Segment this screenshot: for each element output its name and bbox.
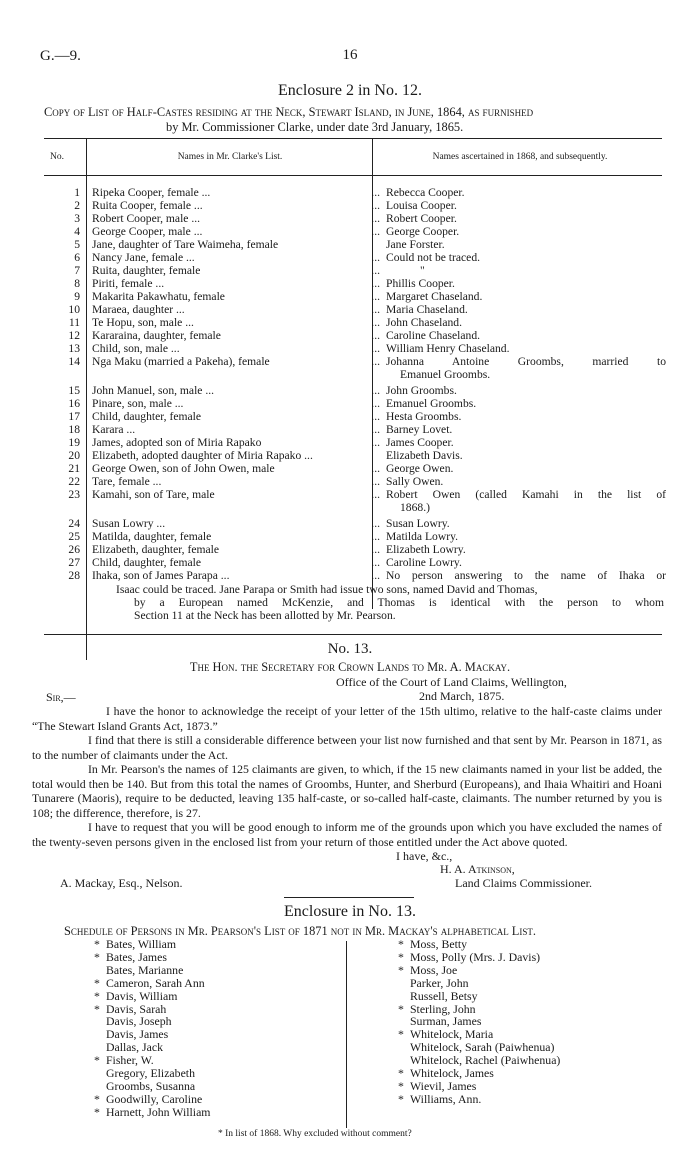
- table-row: 12 Kararaina, daughter, female ... Caroline Chaseland.: [68, 329, 481, 342]
- table-bottom-rule: [44, 634, 662, 635]
- letter-addressee: A. Mackay, Esq., Nelson.: [60, 876, 183, 890]
- no13-salutation: Sir,—: [46, 690, 76, 704]
- page-number: 16: [342, 47, 358, 63]
- table-row: 8 Piriti, female ... ... Phillis Cooper.: [74, 277, 455, 290]
- table-row: 25 Matilda, daughter, female ... Matilda Lowry.: [68, 530, 459, 543]
- table-note-line2: by a European named McKenzie, and Thomas is identical with the person to whom: [134, 596, 664, 609]
- list-item: * Moss, Joe: [398, 962, 458, 977]
- letter-closing: I have, &c.,: [396, 849, 453, 863]
- table-row: 26 Elizabeth, daughter, female ... Elizabeth Lowry.: [68, 543, 466, 556]
- table-row: 9 Makarita Pakawhatu, female ... Margaret Chaseland.: [74, 290, 483, 303]
- enclosure-13-title: Enclosure in No. 13.: [284, 903, 416, 920]
- table-top-rule: [44, 138, 662, 139]
- table-row: 21 George Owen, son of John Owen, male ... George Owen.: [68, 462, 454, 475]
- table-row: 23 Kamahi, son of Tare, male ... Robert Owen (called Kamahi in the list of: [68, 488, 666, 501]
- table-row: 6 Nancy Jane, female ... ... Could not be traced.: [74, 251, 481, 264]
- list-item: Russell, Betsy: [410, 988, 478, 1003]
- list-item: Whitelock, Sarah (Paiwhenua): [410, 1040, 555, 1055]
- list-item: Dallas, Jack: [106, 1040, 163, 1055]
- enclosure-2-title: Enclosure 2 in No. 12.: [278, 82, 422, 99]
- no13-office: Office of the Court of Land Claims, Wellington,: [336, 675, 567, 689]
- no13-title: No. 13.: [327, 641, 373, 657]
- no13-subtitle: The Hon. the Secretary for Crown Lands to Mr. A. Mackay.: [189, 660, 511, 674]
- table-note-line1: Isaac could be traced. Jane Parapa or Smith had issue two sons, named David and Thomas,: [116, 583, 538, 596]
- list-item: * Whitelock, Maria: [398, 1027, 494, 1042]
- table-note-line3: Section 11 at the Neck has been allotted by Mr. Pearson.: [134, 609, 396, 622]
- schedule-left-column: [94, 938, 210, 1119]
- table-row: 1 Ripeka Cooper, female ... ... Rebecca Cooper.: [74, 186, 465, 199]
- table-row: 17 Child, daughter, female ... Hesta Groombs.: [68, 410, 462, 423]
- list-item: * Whitelock, James: [398, 1066, 494, 1081]
- letter-paragraph: I have to request that you will be good enough to inform me of the grounds upon which you have excluded the names of the twenty-seven persons given in the enclosed list from your return of those entitled under the Act above quoted.: [32, 820, 662, 849]
- table-row: 18 Karara ... ... Barney Lovet.: [68, 423, 453, 436]
- list-item: Gregory, Elizabeth: [106, 1066, 195, 1081]
- table-row: 15 John Manuel, son, male ... ... John Groombs.: [68, 384, 457, 397]
- table-row: 11 Te Hopu, son, male ... ... John Chaseland.: [68, 316, 462, 329]
- letter-signer-title: Land Claims Commissioner.: [455, 876, 592, 890]
- list-item: Groombs, Susanna: [106, 1078, 196, 1093]
- table-row: 20 Elizabeth, adopted daughter of Miria Rapako ... Elizabeth Davis.: [68, 449, 463, 462]
- letter-signer: H. A. Atkinson,: [440, 862, 515, 876]
- list-item: Davis, Joseph: [106, 1014, 172, 1029]
- list-item: * Goodwilly, Caroline: [94, 1091, 203, 1106]
- list-item: Bates, Marianne: [106, 962, 184, 977]
- list-item: * Cameron, Sarah Ann: [94, 975, 205, 990]
- list-item: * Wievil, James: [398, 1078, 477, 1093]
- table-row: 14 Nga Maku (married a Pakeha), female ... Johanna Antoine Groombs, married to: [68, 355, 666, 368]
- table-row: 5 Jane, daughter of Tare Waimeha, female Jane Forster.: [74, 238, 445, 251]
- col-header-names: Names in Mr. Clarke's List.: [177, 152, 283, 162]
- table-row: 27 Child, daughter, female ... Caroline Lowry.: [68, 556, 462, 569]
- schedule-right-column: [398, 938, 560, 1106]
- table-row: 13 Child, son, male ... ... William Henry Chaseland.: [68, 342, 510, 355]
- list-item: Surman, James: [410, 1014, 482, 1029]
- list-item: * Davis, William: [94, 988, 178, 1003]
- table-row: 24 Susan Lowry ... ... Susan Lowry.: [68, 517, 450, 530]
- schedule-footnote: * In list of 1868. Why excluded without comment?: [218, 1129, 412, 1139]
- list-item: * Davis, Sarah: [94, 1001, 167, 1016]
- letter-paragraph: I have the honor to acknowledge the receipt of your letter of the 15th ultimo, relative to the half-caste claims under “The Stewart Island Grants Act, 1873.”: [32, 704, 662, 733]
- table-row: 3 Robert Cooper, male ... ... Robert Cooper.: [74, 212, 457, 225]
- table-row-continuation: 1868.): [400, 501, 430, 514]
- col-header-no: No.: [50, 152, 64, 162]
- table-row: 28 Ihaka, son of James Parapa ... ... No person answering to the name of Ihaka or: [68, 569, 666, 582]
- list-item: * Harnett, John William: [94, 1104, 211, 1119]
- table-row: 2 Ruita Cooper, female ... ... Louisa Cooper.: [74, 199, 457, 212]
- table-row: 19 James, adopted son of Miria Rapako ... James Cooper.: [68, 436, 454, 449]
- list-item: * Moss, Betty: [398, 937, 468, 951]
- enclosure-13-caption: Schedule of Persons in Mr. Pearson's List of 1871 not in Mr. Mackay's alphabetical List.: [64, 924, 536, 938]
- list-item: * Bates, James: [94, 949, 167, 964]
- table-row: 10 Maraea, daughter ... ... Maria Chaseland.: [68, 303, 468, 316]
- list-item: * Bates, William: [94, 937, 177, 951]
- list-item: * Williams, Ann.: [398, 1091, 482, 1106]
- list-item: Whitelock, Rachel (Paiwhenua): [410, 1053, 561, 1068]
- no13-date: 2nd March, 1875.: [419, 689, 505, 703]
- table-row: 22 Tare, female ... ... Sally Owen.: [68, 475, 444, 488]
- list-item: Davis, James: [106, 1027, 169, 1042]
- list-item: * Fisher, W.: [94, 1053, 154, 1068]
- list-item: * Moss, Polly (Mrs. J. Davis): [398, 949, 541, 964]
- letter-paragraph: I find that there is still a considerable difference between your list now furnished and that sent by Mr. Pearson in 1871, as to the number of claimants under the Act.: [32, 733, 662, 762]
- letter-paragraph: In Mr. Pearson's the names of 125 claimants are given, to which, if the 15 new claimants named in your list be added, the total would then be 140. But from this total the names of Groombs, Hunter, and Sherburd (Europeans), and Ihaia Whaitiri and Hoani Tunarere (Maoris), require to be deducted, leaving 135 half-caste, or so-called half-caste, claimants. The number returned by you is 108; the difference, therefore, is 27.: [32, 762, 662, 820]
- enclosure-2-caption-line2: by Mr. Commissioner Clarke, under date 3rd January, 1865.: [166, 120, 464, 134]
- list-item: * Sterling, John: [398, 1001, 476, 1016]
- table-header-rule: [44, 175, 662, 176]
- section-divider: [284, 897, 414, 898]
- col-header-ascertained: Names ascertained in 1868, and subsequently.: [432, 152, 608, 162]
- table-row: 4 George Cooper, male ... ... George Cooper.: [74, 225, 460, 238]
- list-item: Parker, John: [410, 975, 469, 990]
- page-ref: G.—9.: [40, 48, 81, 64]
- table-row-continuation: Emanuel Groombs.: [400, 368, 491, 381]
- enclosure-2-caption-line1: Copy of List of Half-Castes residing at the Neck, Stewart Island, in June, 1864, as furnished: [44, 105, 534, 119]
- table-row: 7 Ruita, daughter, female ... ": [74, 264, 425, 277]
- schedule-divider: [346, 941, 347, 1128]
- table-row: 16 Pinare, son, male ... ... Emanuel Groombs.: [68, 397, 477, 410]
